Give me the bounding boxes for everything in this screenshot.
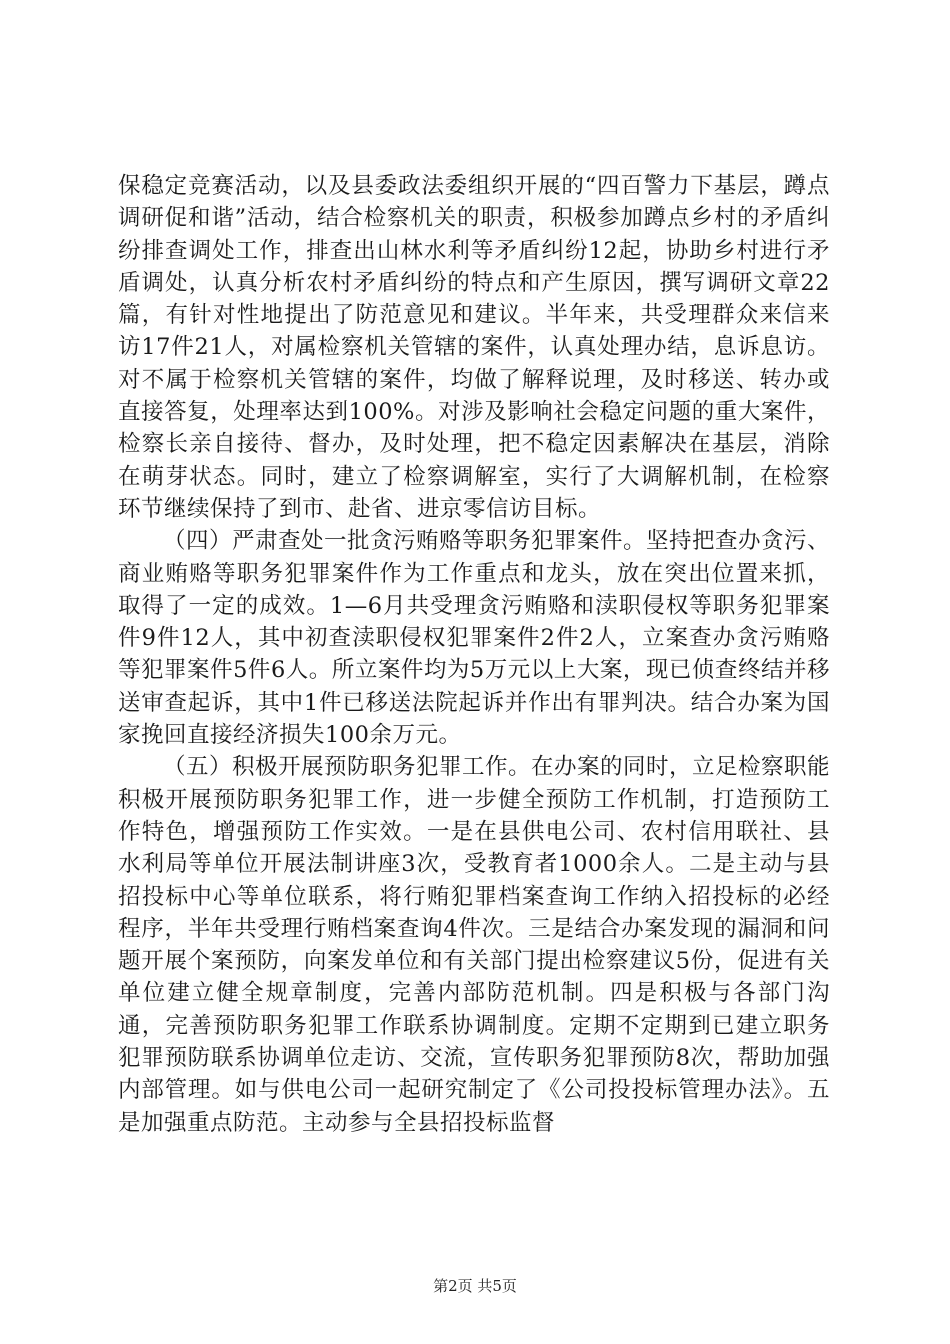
page-number-footer: 第2页 共5页 xyxy=(433,1277,517,1295)
paragraph-section-five: （五）积极开展预防职务犯罪工作。在办案的同时，立足检察职能积极开展预防职务犯罪工作，进一步健全预防工作机制，打造预防工作特色，增强预防工作实效。一是在县供电公司、农村信用联社、县水利局等单位开展法制讲座3次，受教育者1000余人。二是主动与县招投标中心等单位联系，将行贿犯罪档案查询工作纳入招投标的必经程序，半年共受理行贿档案查询4件次。三是结合办案发现的漏洞和问题开展个案预防，向案发单位和有关部门提出检察建议5份，促进有关单位建立健全规章制度，完善内部防范机制。四是积极与各部门沟通，完善预防职务犯罪工作联系协调制度。定期不定期到已建立职务犯罪预防联系协调单位走访、交流，宣传职务犯罪预防8次，帮助加强内部管理。如与供电公司一起研究制定了《公司投投标管理办法》。五是加强重点防范。主动参与全县招投标监督 xyxy=(118,754,831,1136)
paragraph-section-four: （四）严肃查处一批贪污贿赂等职务犯罪案件。坚持把查办贪污、商业贿赂等职务犯罪案件作为工作重点和龙头，放在突出位置来抓，取得了一定的成效。1—6月共受理贪污贿赂和渎职侵权等职务犯罪案件9件12人，其中初查渎职侵权犯罪案件2件2人，立案查办贪污贿赂等犯罪案件5件6人。所立案件均为5万元以上大案，现已侦查终结并移送审查起诉，其中1件已移送法院起诉并作出有罪判决。结合办案为国家挽回直接经济损失100余万元。 xyxy=(118,528,831,749)
paragraph-continuation: 保稳定竞赛活动，以及县委政法委组织开展的“四百警力下基层，蹲点调研促和谐”活动，结合检察机关的职责，积极参加蹲点乡村的矛盾纠纷排查调处工作，排查出山林水利等矛盾纠纷12起，协助乡村进行矛盾调处，认真分析农村矛盾纠纷的特点和产生原因，撰写调研文章22篇，有针对性地提出了防范意见和建议。半年来，共受理群众来信来访17件21人，对属检察机关管辖的案件，认真处理办结，息诉息访。对不属于检察机关管辖的案件，均做了解释说理，及时移送、转办或直接答复，处理率达到100%。对涉及影响社会稳定问题的重大案件，检察长亲自接待、督办，及时处理，把不稳定因素解决在基层，消除在萌芽状态。同时，建立了检察调解室，实行了大调解机制，在检察环节继续保持了到市、赴省、进京零信访目标。 xyxy=(118,173,830,522)
document-body xyxy=(118,170,830,1139)
